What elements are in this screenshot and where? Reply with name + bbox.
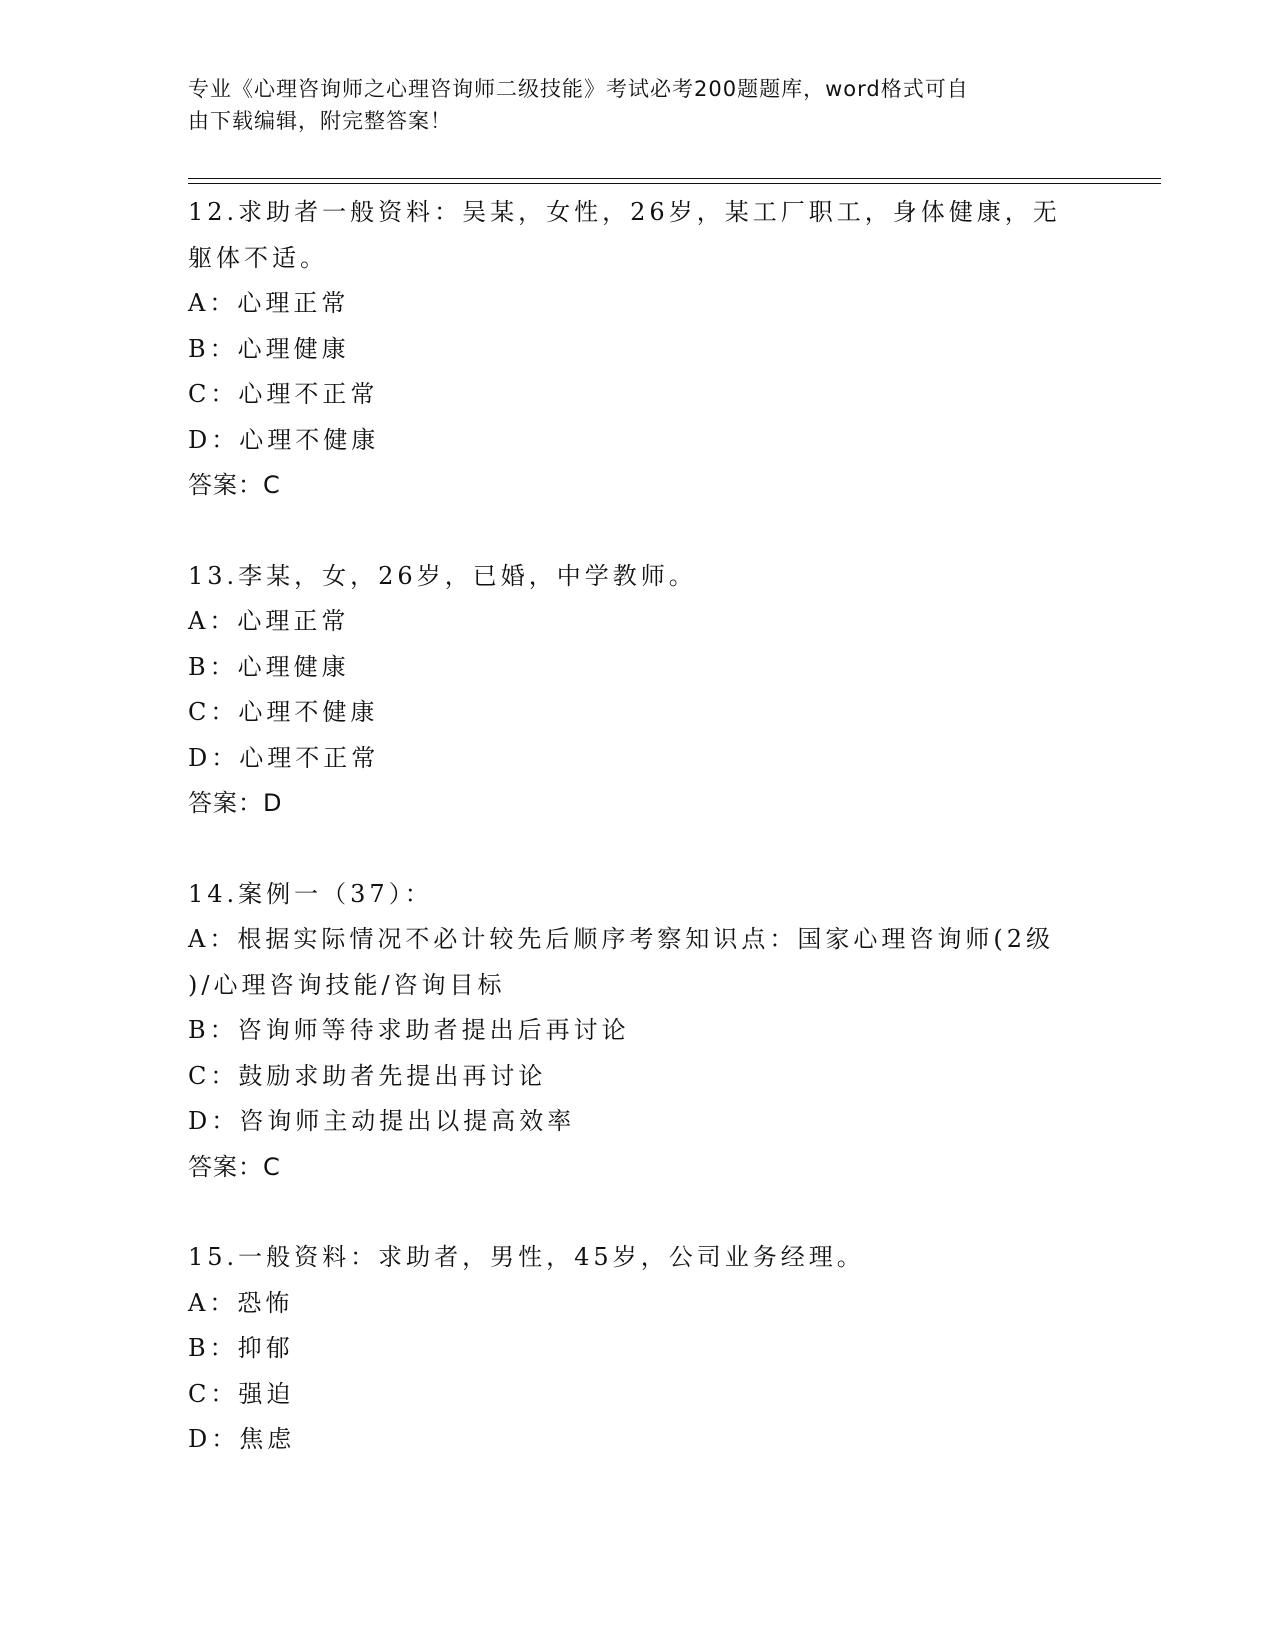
option-b: B：心理健康 — [188, 334, 350, 363]
header-rule-top — [188, 178, 1161, 179]
question-stem: 13.李某，女，26岁，已婚，中学教师。 — [188, 561, 697, 590]
answer-key: 答案：C — [188, 1152, 281, 1181]
option-a: A：恐怖 — [188, 1288, 294, 1317]
question-14 — [188, 872, 1088, 1191]
option-c: C：强迫 — [188, 1379, 295, 1408]
question-stem: 14.案例一（37）： — [188, 879, 433, 908]
question-stem: 15.一般资料：求助者，男性，45岁，公司业务经理。 — [188, 1243, 865, 1271]
option-d: D：焦虑 — [188, 1425, 296, 1453]
question-13 — [188, 554, 1088, 827]
answer-key: 答案：D — [188, 789, 283, 817]
option-a: A：根据实际情况不必计较先后顺序考察知识点：国家心理咨询师(2级 — [188, 925, 1054, 953]
answer-key: 答案：C — [188, 471, 281, 499]
option-a: A：心理正常 — [188, 607, 350, 635]
question-stem: 12.求助者一般资料：吴某，女性，26岁，某工厂职工，身体健康，无 — [188, 198, 1061, 226]
option-c: C：心理不健康 — [188, 698, 379, 726]
intro-line-1: 专业《心理咨询师之心理咨询师二级技能》考试必考200题题库，word格式可自 — [188, 77, 969, 101]
option-d: D：咨询师主动提出以提高效率 — [188, 1107, 576, 1135]
question-stem-continued: 躯体不适。 — [188, 243, 328, 272]
header-rule-bottom — [188, 183, 1161, 184]
intro-line-2: 由下载编辑，附完整答案！ — [188, 109, 452, 133]
question-list — [188, 190, 1088, 1508]
option-a: A：心理正常 — [188, 289, 350, 317]
question-15 — [188, 1235, 1088, 1463]
option-c: C：鼓励求助者先提出再讨论 — [188, 1061, 547, 1090]
option-b: B：咨询师等待求助者提出后再讨论 — [188, 1016, 630, 1044]
document-intro — [188, 73, 1068, 137]
option-a-continued: )/心理咨询技能/咨询目标 — [188, 970, 506, 999]
option-b: B：心理健康 — [188, 652, 350, 681]
question-12 — [188, 190, 1088, 509]
option-d: D：心理不正常 — [188, 743, 380, 772]
option-b: B：抑郁 — [188, 1334, 294, 1362]
option-d: D：心理不健康 — [188, 425, 380, 454]
option-c: C：心理不正常 — [188, 380, 379, 408]
